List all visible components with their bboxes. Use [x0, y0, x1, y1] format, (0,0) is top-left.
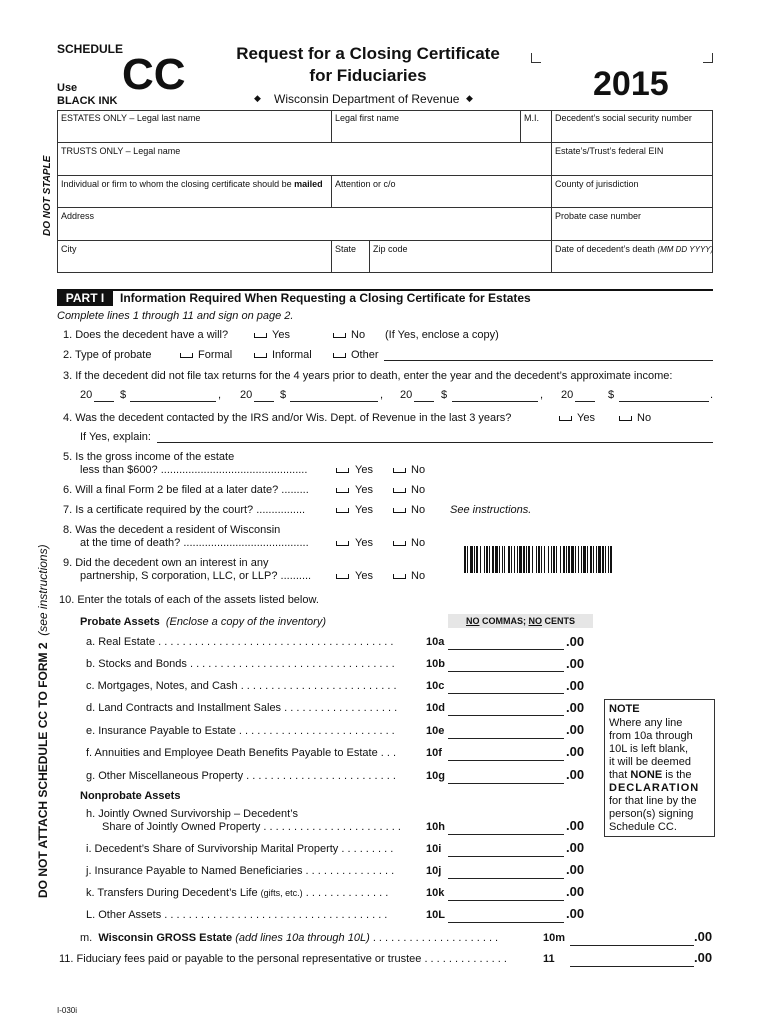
q2-other-input[interactable] [384, 360, 713, 361]
q5-yes-checkbox[interactable] [336, 468, 349, 473]
city-field[interactable]: City [61, 244, 77, 254]
asset-i-input[interactable] [448, 856, 564, 857]
asset-g-input[interactable] [448, 783, 564, 784]
q8-yes-label: Yes [355, 537, 373, 549]
no-commas-banner: NO COMMAS; NO CENTS [448, 614, 593, 628]
asset-i-line-number: 10i [426, 843, 442, 855]
q10-text: 10. Enter the totals of each of the assets listed below. [59, 594, 319, 606]
barcode-icon [464, 546, 708, 573]
state-field[interactable]: State [335, 244, 357, 254]
do-not-attach-label: DO NOT ATTACH SCHEDULE CC TO FORM 2 (see instructions) [36, 544, 50, 898]
address-field[interactable]: Address [61, 211, 95, 221]
asset-b-cents: .00 [566, 656, 585, 671]
q4-yes-label: Yes [577, 412, 595, 424]
q1-yes-label: Yes [272, 329, 290, 341]
asset-k-label: k. Transfers During Decedent’s Life (gifts, etc.) . . . . . . . . . . . . . . [86, 887, 389, 899]
asset-d-cents: .00 [566, 700, 585, 715]
q4-yes-checkbox[interactable] [559, 416, 572, 421]
use-label: Use [57, 82, 78, 94]
corner-mark-left [531, 53, 541, 63]
q3-year-prefix-2: 20 [240, 389, 253, 401]
do-not-staple-label: DO NOT STAPLE [42, 155, 53, 236]
form-title-line1: Request for a Closing Certificate [236, 44, 500, 63]
note-box [604, 699, 715, 837]
asset-c-label: c. Mortgages, Notes, and Cash . . . . . . . . . . . . . . . . . . . . . . . . . . [86, 680, 397, 692]
asset-f-label: f. Annuities and Employee Death Benefits Payable to Estate . . . [86, 747, 397, 759]
middle-initial-field[interactable]: M.I. [524, 113, 539, 123]
q2-informal-checkbox[interactable] [254, 353, 267, 358]
q7-text: 7. Is a certificate required by the court? ................ [63, 504, 306, 516]
asset-j-cents: .00 [566, 862, 585, 877]
q7-no-checkbox[interactable] [393, 508, 406, 513]
gross-estate-cents: .00 [694, 929, 713, 944]
gross-estate-label: m. Wisconsin GROSS Estate (add lines 10a through 10L) . . . . . . . . . . . . . . . . . . . . . [80, 932, 499, 944]
corner-mark-right [703, 53, 713, 63]
q5-no-checkbox[interactable] [393, 468, 406, 473]
asset-l-input[interactable] [448, 922, 564, 923]
asset-b-label: b. Stocks and Bonds . . . . . . . . . . . . . . . . . . . . . . . . . . . . . . . . . . [86, 658, 395, 670]
q2-text: 2. Type of probate [63, 349, 152, 361]
q3-income-input-4[interactable] [619, 401, 709, 402]
q8-yes-checkbox[interactable] [336, 541, 349, 546]
note-line2: from 10a through [609, 730, 693, 742]
q7-yes-label: Yes [355, 504, 373, 516]
line11-label: 11. Fiduciary fees paid or payable to the personal representative or trustee . . . . . . . . . . . . . . [59, 953, 507, 965]
asset-h-line-number: 10h [426, 821, 445, 833]
county-field[interactable]: County of jurisdiction [555, 179, 639, 189]
q3-year-input-3[interactable] [414, 401, 434, 402]
note-line6: DECLARATION [609, 782, 700, 794]
nonprobate-assets-heading: Nonprobate Assets [80, 790, 181, 802]
asset-k-line-number: 10k [426, 887, 445, 899]
diamond-icon-right: ◆ [466, 93, 473, 103]
asset-a-cents: .00 [566, 634, 585, 649]
q6-yes-label: Yes [355, 484, 373, 496]
estate-last-name-field[interactable]: ESTATES ONLY – Legal last name [61, 113, 201, 123]
q2-other-label: Other [351, 349, 379, 361]
note-line4: it will be deemed [609, 756, 691, 768]
q7-yes-checkbox[interactable] [336, 508, 349, 513]
federal-ein-field[interactable]: Estate’s/Trust’s federal EIN [555, 146, 664, 156]
asset-j-label: j. Insurance Payable to Named Beneficiaries . . . . . . . . . . . . . . . [86, 865, 395, 877]
note-line7: for that line by the [609, 795, 697, 807]
q3-year-input-4[interactable] [575, 401, 595, 402]
q1-text: 1. Does the decedent have a will? [63, 329, 229, 341]
asset-f-input[interactable] [448, 760, 564, 761]
note-heading: NOTE [609, 703, 640, 715]
q7-no-label: No [411, 504, 426, 516]
asset-k-input[interactable] [448, 900, 564, 901]
q4-explain-input[interactable] [157, 442, 713, 443]
q6-text: 6. Will a final Form 2 be filed at a later date? ......... [63, 484, 309, 496]
q1-no-label: No [351, 329, 366, 341]
asset-d-input[interactable] [448, 715, 564, 716]
q3-year-prefix-4: 20 [561, 389, 574, 401]
q9-yes-label: Yes [355, 570, 373, 582]
asset-h-label-line1: h. Jointly Owned Survivorship – Decedent’s [86, 808, 298, 820]
asset-h-label-line2: Share of Jointly Owned Property . . . . . . . . . . . . . . . . . . . . . . . [102, 821, 401, 833]
q2-formal-checkbox[interactable] [180, 353, 193, 358]
q3-dollar-1: $ [120, 389, 127, 401]
probate-assets-heading: Probate Assets (Enclose a copy of the inventory) [80, 616, 327, 628]
note-line3: 10L is left blank, [609, 743, 689, 755]
q8-no-label: No [411, 537, 426, 549]
mail-recipient-field[interactable]: Individual or firm to whom the closing certificate should be mailed [61, 179, 323, 189]
probate-case-field[interactable]: Probate case number [555, 211, 642, 221]
line11-line-number: 11 [543, 953, 555, 965]
department-label: Wisconsin Department of Revenue [274, 92, 460, 106]
q4-no-checkbox[interactable] [619, 416, 632, 421]
asset-j-line-number: 10j [426, 865, 442, 877]
asset-l-cents: .00 [566, 906, 585, 921]
asset-h-input[interactable] [448, 834, 564, 835]
diamond-icon-left: ◆ [254, 93, 261, 103]
q5-yes-label: Yes [355, 464, 373, 476]
part1-title: Information Required When Requesting a Closing Certificate for Estates [120, 291, 531, 305]
q6-yes-checkbox[interactable] [336, 488, 349, 493]
q3-year-input-2[interactable] [254, 401, 274, 402]
q3-year-input-1[interactable] [94, 401, 114, 402]
q3-income-input-1[interactable] [130, 401, 216, 402]
schedule-cc-label: CC [122, 50, 186, 99]
death-date-field[interactable]: Date of decedent’s death (MM DD YYYY) [555, 244, 714, 254]
q4-explain-label: If Yes, explain: [80, 431, 151, 443]
asset-l-line-number: 10L [426, 909, 445, 921]
asset-e-cents: .00 [566, 722, 585, 737]
line11-input[interactable] [570, 966, 694, 967]
asset-f-cents: .00 [566, 744, 585, 759]
asset-c-input[interactable] [448, 693, 564, 694]
note-line8: person(s) signing [609, 808, 694, 820]
asset-b-line-number: 10b [426, 658, 445, 670]
asset-f-line-number: 10f [426, 747, 442, 759]
q2-informal-label: Informal [272, 349, 312, 361]
form-code: I-030i [57, 1006, 78, 1015]
q9-text-line1: 9. Did the decedent own an interest in any [63, 557, 269, 569]
asset-j-input[interactable] [448, 878, 564, 879]
note-line5: that NONE is the [609, 769, 692, 781]
part1-tag: PART I [57, 291, 113, 306]
identification-table [57, 110, 713, 273]
q3-dollar-3: $ [441, 389, 448, 401]
asset-e-input[interactable] [448, 738, 564, 739]
attention-field[interactable]: Attention or c/o [335, 179, 396, 189]
asset-c-line-number: 10c [426, 680, 445, 692]
q3-year-prefix-1: 20 [80, 389, 93, 401]
asset-g-line-number: 10g [426, 770, 445, 782]
note-line1: Where any line [609, 717, 683, 729]
asset-e-line-number: 10e [426, 725, 445, 737]
decedent-ssn-field[interactable]: Decedent’s social security number [555, 113, 692, 123]
form-title-line2: for Fiduciaries [309, 66, 427, 85]
gross-estate-input[interactable] [570, 945, 694, 946]
asset-h-cents: .00 [566, 818, 585, 833]
black-ink-label: BLACK INK [57, 95, 118, 107]
q1-no-checkbox[interactable] [333, 333, 346, 338]
q2-other-checkbox[interactable] [333, 353, 346, 358]
asset-b-input[interactable] [448, 671, 564, 672]
q8-no-checkbox[interactable] [393, 541, 406, 546]
asset-g-cents: .00 [566, 767, 585, 782]
trust-name-field[interactable]: TRUSTS ONLY – Legal name [61, 146, 181, 156]
q2-formal-label: Formal [198, 349, 233, 361]
tax-year: 2015 [593, 65, 669, 103]
q3-income-input-2[interactable] [290, 401, 378, 402]
asset-a-line-number: 10a [426, 636, 445, 648]
asset-a-label: a. Real Estate . . . . . . . . . . . . . . . . . . . . . . . . . . . . . . . . . . . . . . . [86, 636, 394, 648]
q3-income-row: 20 $ , 20 $ , 20 $ , 20 $ . [80, 389, 714, 401]
asset-e-label: e. Insurance Payable to Estate . . . . . . . . . . . . . . . . . . . . . . . . . . [86, 725, 395, 737]
asset-d-line-number: 10d [426, 702, 445, 714]
q7-note: See instructions. [450, 504, 532, 516]
gross-estate-line-number: 10m [543, 932, 566, 944]
q9-text-line2: partnership, S corporation, LLC, or LLP? .......... [80, 570, 312, 582]
asset-d-label: d. Land Contracts and Installment Sales . . . . . . . . . . . . . . . . . . . [86, 702, 398, 714]
q8-text-line1: 8. Was the decedent a resident of Wisconsin [63, 524, 281, 536]
q3-dollar-4: $ [608, 389, 615, 401]
q9-no-label: No [411, 570, 426, 582]
zip-field[interactable]: Zip code [373, 244, 408, 254]
q5-text-line2: less than $600? ................................................ [80, 464, 308, 476]
asset-i-cents: .00 [566, 840, 585, 855]
schedule-label: SCHEDULE [57, 42, 124, 56]
q3-text: 3. If the decedent did not file tax returns for the 4 years prior to death, enter the year and the decedent’s approximate income: [63, 370, 673, 382]
q6-no-checkbox[interactable] [393, 488, 406, 493]
q5-text-line1: 5. Is the gross income of the estate [63, 451, 235, 463]
q9-no-checkbox[interactable] [393, 574, 406, 579]
asset-k-cents: .00 [566, 884, 585, 899]
part1-subtitle: Complete lines 1 through 11 and sign on page 2. [57, 310, 294, 322]
q3-income-input-3[interactable] [452, 401, 538, 402]
q8-text-line2: at the time of death? ......................................... [80, 537, 309, 549]
q3-year-prefix-3: 20 [400, 389, 413, 401]
q4-no-label: No [637, 412, 652, 424]
q1-note: (If Yes, enclose a copy) [385, 329, 499, 341]
q4-text: 4. Was the decedent contacted by the IRS and/or Wis. Dept. of Revenue in the last 3 years? [63, 412, 512, 424]
asset-c-cents: .00 [566, 678, 585, 693]
q5-no-label: No [411, 464, 426, 476]
asset-g-label: g. Other Miscellaneous Property . . . . . . . . . . . . . . . . . . . . . . . . . [86, 770, 396, 782]
note-line9: Schedule CC. [609, 821, 677, 833]
q3-dollar-2: $ [280, 389, 287, 401]
asset-l-label: L. Other Assets . . . . . . . . . . . . . . . . . . . . . . . . . . . . . . . . . . . . . [86, 909, 388, 921]
legal-first-name-field[interactable]: Legal first name [335, 113, 400, 123]
asset-a-input[interactable] [448, 649, 564, 650]
q6-no-label: No [411, 484, 426, 496]
q1-yes-checkbox[interactable] [254, 333, 267, 338]
q9-yes-checkbox[interactable] [336, 574, 349, 579]
asset-i-label: i. Decedent’s Share of Survivorship Marital Property . . . . . . . . . [86, 843, 394, 855]
line11-cents: .00 [694, 950, 713, 965]
